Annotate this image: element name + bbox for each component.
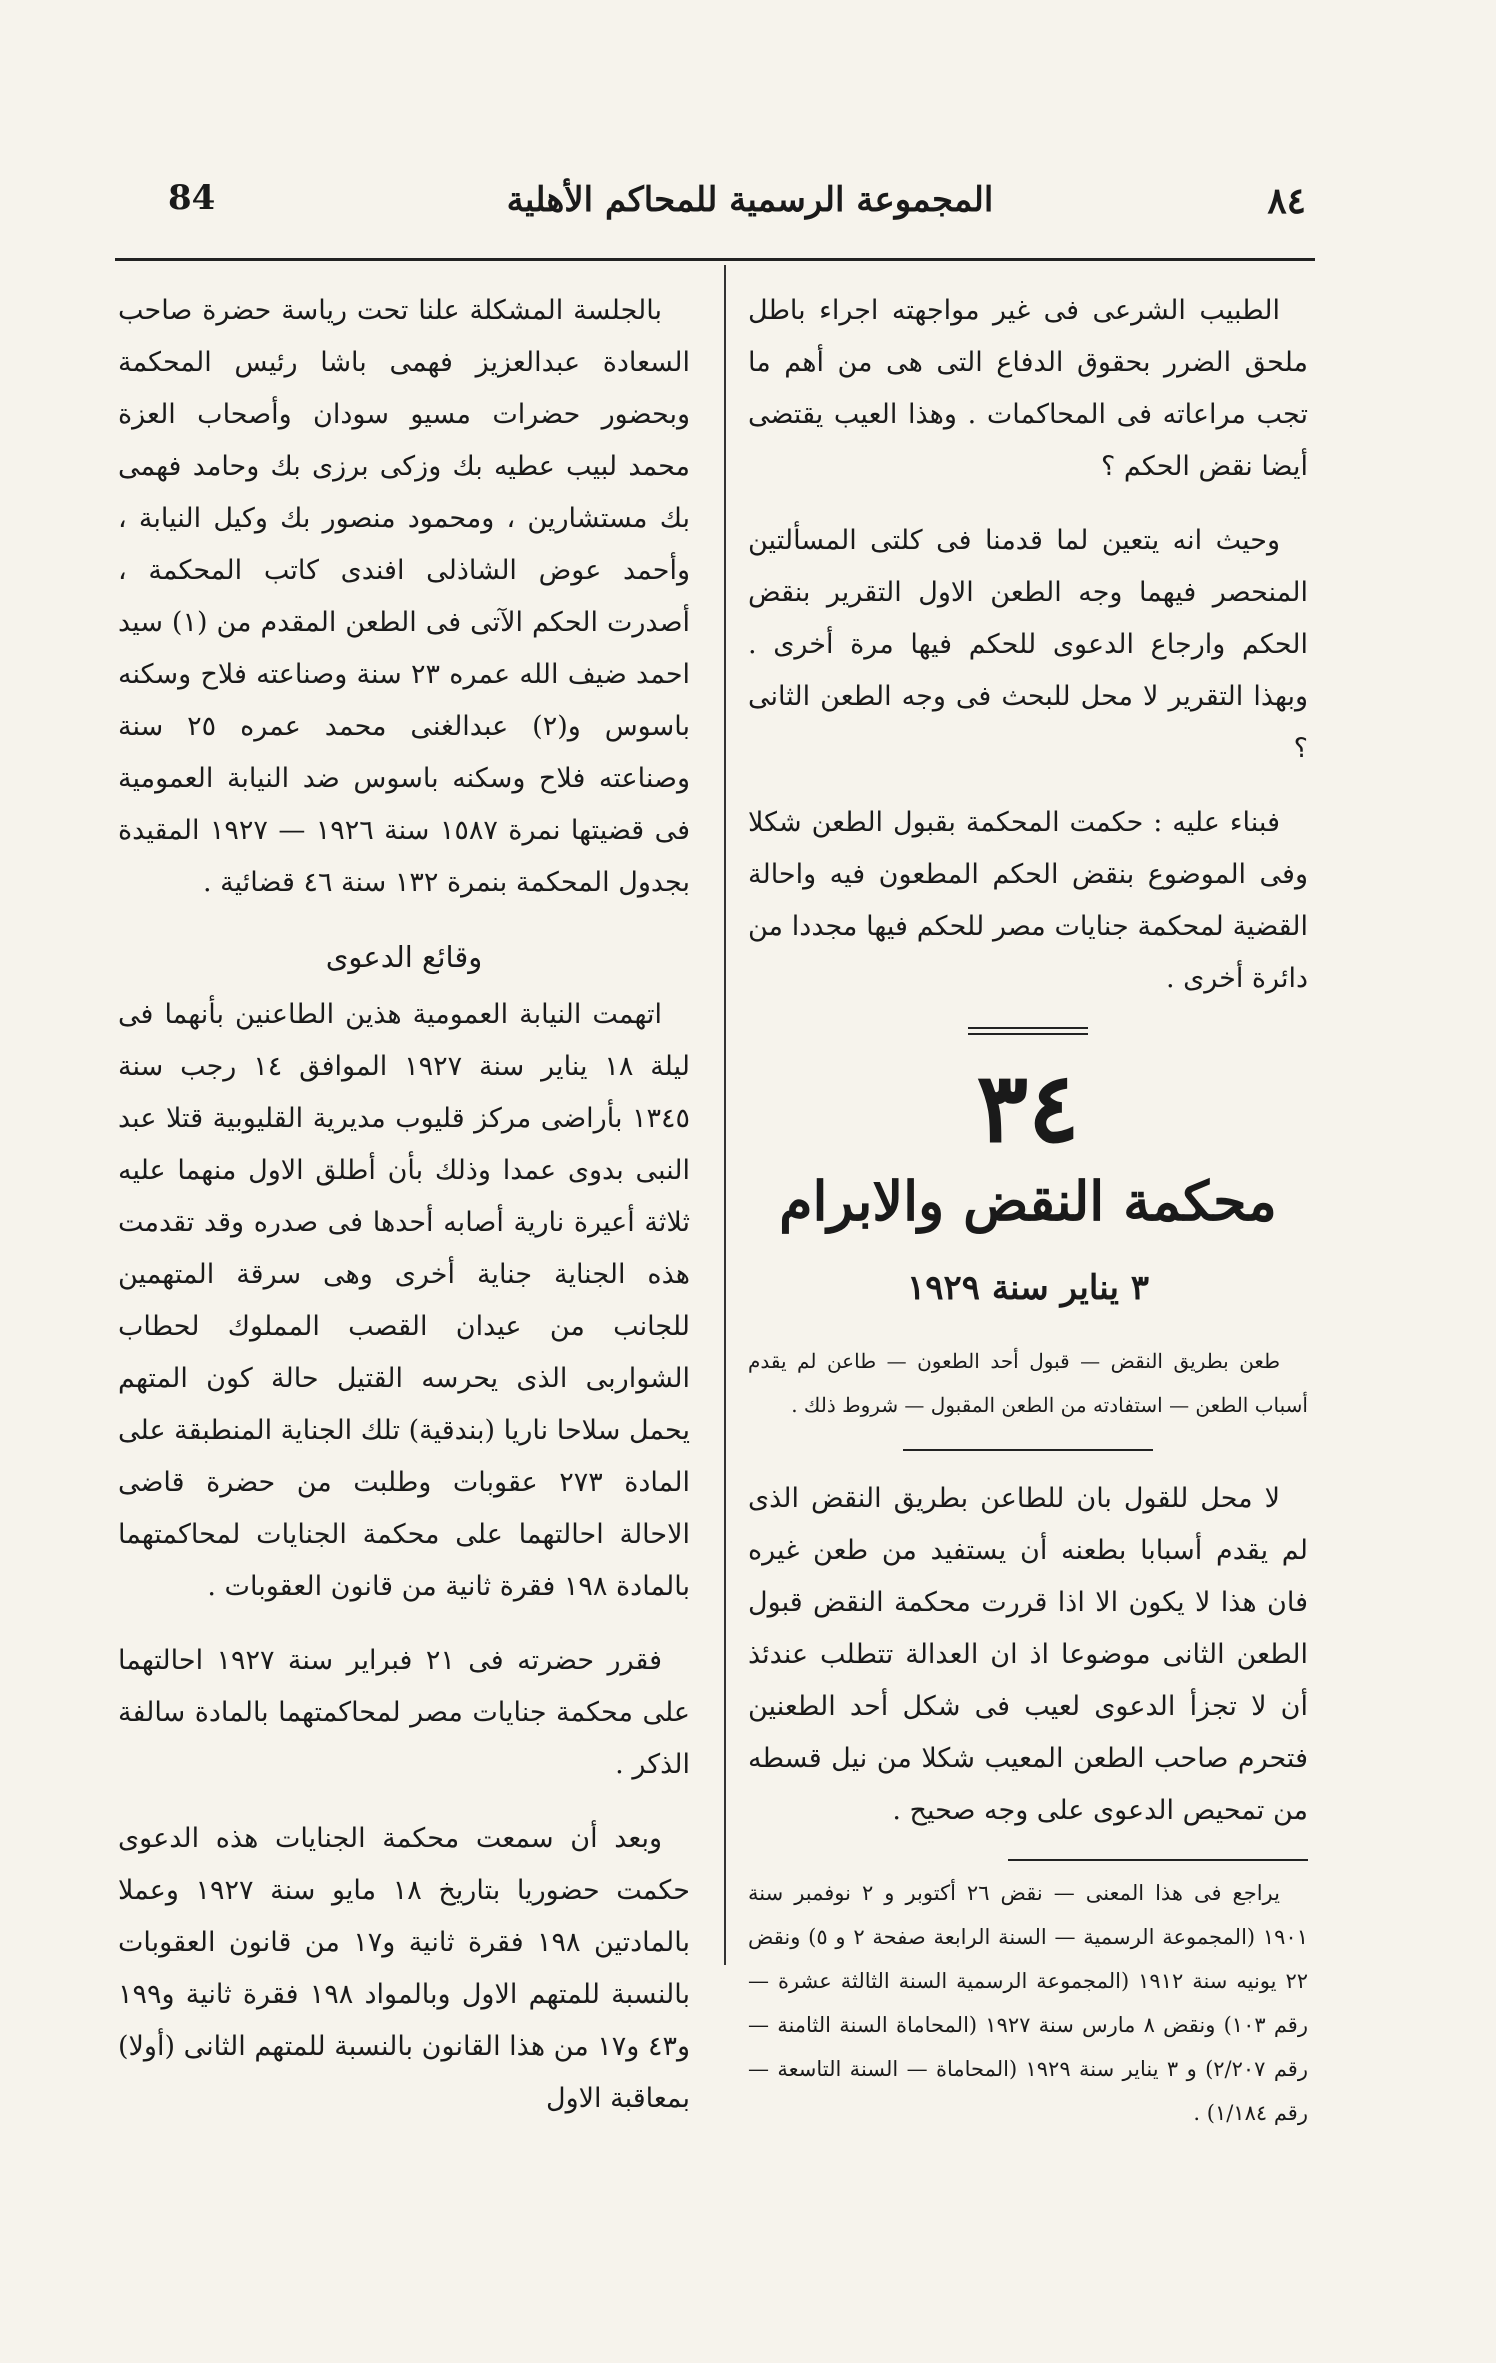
references-footnote: يراجع فى هذا المعنى — نقض ٢٦ أكتوبر و ٢ نوفمبر سنة ١٩٠١ (المجموعة الرسمية — السنة الرابعة صفحة ٢ و ٥) ونقض ٢٢ يونيه سنة ١٩١٢ (المجموعة الرسمية السنة الثالثة عشرة — رقم ١٠٣) ونقض ٨ مارس سنة ١٩٢٧ (المحاماة السنة الثامنة — رقم ٢/٢٠٧) و ٣ يناير سنة ١٩٢٩ (المحاماة — السنة التاسعة — رقم ١/١٨٤) . bbox=[748, 1881, 1309, 2125]
paragraph: وبعد أن سمعت محكمة الجنايات هذه الدعوى حكمت حضوريا بتاريخ ١٨ مايو سنة ١٩٢٧ وعملا بالمادتين ١٩٨ فقرة ثانية و١٧ من قانون العقوبات بالنسبة للمتهم الاول وبالمواد ١٩٨ فقرة ثانية و١٩٩ و٤٣ و١٧ من هذا القانون بالنسبة للمتهم الثانى (أولا) بمعاقبة الاول bbox=[118, 1823, 690, 2114]
paragraph: اتهمت النيابة العمومية هذين الطاعنين بأنهما فى ليلة ١٨ يناير سنة ١٩٢٧ الموافق ١٤ رجب سنة ١٣٤٥ بأراضى مركز قليوب مديرية القليوبية قتلا عبد النبى بدوى عمدا وذلك بأن أطلق الاول منهما عليه ثلاثة أعيرة نارية أصابه أحدها فى صدره وقد تقدمت هذه الجناية جناية أخرى وهى سرقة المتهمين للجانب من عيدان القصب المملوك لحطاب الشواربى الذى يحرسه القتيل حالة كون المتهم يحمل سلاحا ناريا (بندقية) تلك الجناية المنطبقة على المادة ٢٧٣ عقوبات وطلبت من حضرة قاضى الاحالة احالتهما على محكمة الجنايات لمحاكمتهما بالمادة ١٩٨ فقرة ثانية من قانون العقوبات . bbox=[118, 999, 690, 1602]
case-summary: طعن بطريق النقض — قبول أحد الطعون — طاعن لم يقدم أسباب الطعن — استفادته من الطعن المقبول — شروط ذلك . bbox=[748, 1349, 1308, 1417]
column-divider bbox=[724, 265, 726, 1965]
judgment-date: ٣ يناير سنة ١٩٢٩ bbox=[906, 1268, 1150, 1308]
running-title: المجموعة الرسمية للمحاكم الأهلية bbox=[506, 180, 994, 220]
legal-principle: لا محل للقول بان للطاعن بطريق النقض الذى لم يقدم أسبابا بطعنه أن يستفيد من طعن غيره فان هذا لا يكون الا اذا قررت محكمة النقض قبول الطعن الثانى موضوعا اذ ان العدالة تتطلب عندئذ أن لا تجزأ الدعوى لعيب فى شكل أحد الطعنين فتحرم صاحب الطعن المعيب شكلا من نيل قسطه من تمحيص الدعوى على وجه صحيح . bbox=[748, 1483, 1308, 1826]
court-name: محكمة النقض والابرام bbox=[779, 1169, 1277, 1233]
footnote-rule bbox=[1008, 1859, 1308, 1861]
double-rule-separator bbox=[968, 1027, 1088, 1035]
right-column bbox=[748, 285, 1308, 2157]
paragraph: الطبيب الشرعى فى غير مواجهته اجراء باطل ملحق الضرر بحقوق الدفاع التى هى من أهم ما تجب مراعاته فى المحاكمات . وهذا العيب يقتضى أيضا نقض الحكم ؟ bbox=[748, 295, 1308, 482]
summary-separator bbox=[903, 1449, 1153, 1451]
paragraph: فقرر حضرته فى ٢١ فبراير سنة ١٩٢٧ احالتهما على محكمة جنايات مصر لمحاكمتهما بالمادة سالفة الذكر . bbox=[118, 1645, 690, 1780]
page-number-latin: 84 bbox=[168, 178, 216, 218]
page-number-arabic: ٨٤ bbox=[1267, 180, 1306, 222]
paragraph: وحيث انه يتعين لما قدمنا فى كلتى المسألتين المنحصر فيهما وجه الطعن الاول التقرير بنقض الحكم وارجاع الدعوى للحكم فيها مرة أخرى . وبهذا التقرير لا محل للبحث فى وجه الطعن الثانى ؟ bbox=[748, 525, 1308, 764]
case-number: ٣٤ bbox=[976, 1051, 1080, 1164]
judgment-ruling: فبناء عليه : حكمت المحكمة بقبول الطعن شكلا وفى الموضوع بنقض الحكم المطعون فيه واحالة القضية لمحكمة جنايات مصر للحكم فيها مجددا من دائرة أخرى . bbox=[748, 807, 1308, 994]
header-rule bbox=[115, 258, 1315, 261]
facts-heading: وقائع الدعوى bbox=[325, 940, 483, 974]
left-column bbox=[118, 285, 690, 2147]
session-intro: بالجلسة المشكلة علنا تحت رياسة حضرة صاحب السعادة عبدالعزيز فهمى باشا رئيس المحكمة وبحضور حضرات مسيو سودان وأصحاب العزة محمد لبيب عطيه بك وزكى برزى بك وحامد فهمى بك مستشارين ، ومحمود منصور بك وكيل النيابة ، وأحمد عوض الشاذلى افندى كاتب المحكمة ، أصدرت الحكم الآتى فى الطعن المقدم من (١) سيد احمد ضيف الله عمره ٢٣ سنة وصناعته فلاح وسكنه باسوس و(٢) عبدالغنى محمد عمره ٢٥ سنة وصناعته فلاح وسكنه باسوس ضد النيابة العمومية فى قضيتها نمرة ١٥٨٧ سنة ١٩٢٦ — ١٩٢٧ المقيدة بجدول المحكمة بنمرة ١٣٢ سنة ٤٦ قضائية . bbox=[118, 295, 691, 898]
